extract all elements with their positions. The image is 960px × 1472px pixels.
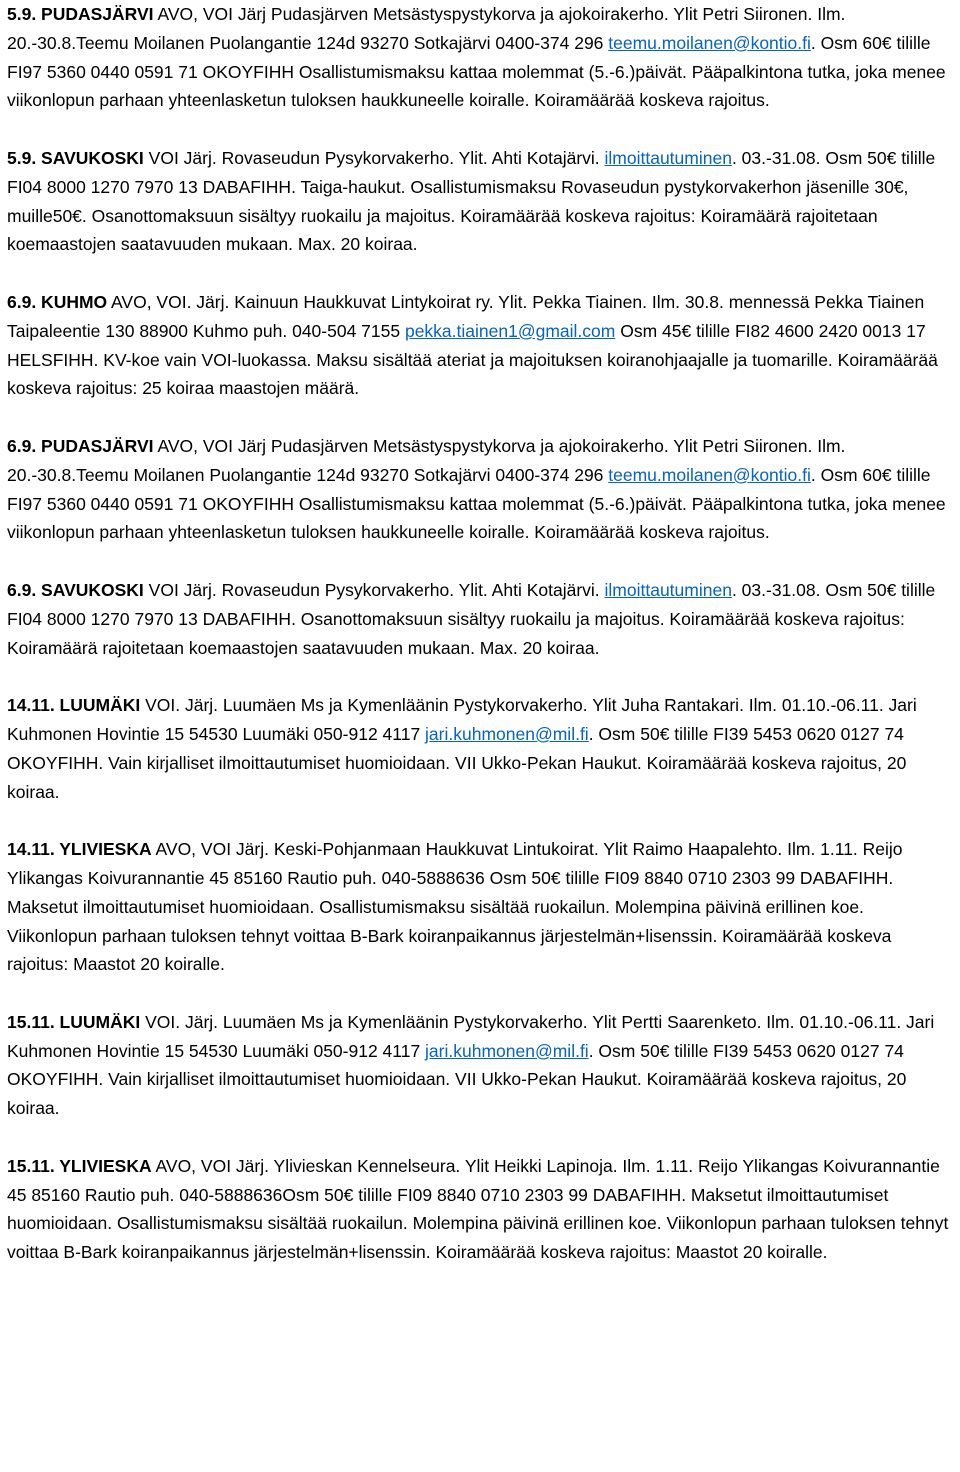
entry-text: VOI. Järj. Luumäen Ms ja Kymenläänin Pystykorvakerho. Ylit Pertti Saarenketo. Ilm. 01.10.-06.11. Jari Kuhmonen Hovintie 15 54530 Luumäki 050-912 4117 — [7, 1011, 935, 1061]
entry-heading: 5.9. PUDASJÄRVI — [7, 4, 154, 24]
entry-text: AVO, VOI Järj Pudasjärven Metsästyspystykorva ja ajokoirakerho. Ylit Petri Siironen. Ilm. 20.-30.8.Teemu Moilanen Puolangantie 124d 93270 Sotkajärvi 0400-374 296 — [7, 4, 846, 53]
entry-text: . Osm 60€ tilille FI97 5360 0440 0591 71 OKOYFIHH Osallistumismaksu kattaa molemmat (5.-6.)päivät. Pääpalkintona tutka, joka menee viikonlopun parhaan yhteenlasketun tuloksen haukkuneelle koiralle. Koiramäärää koskeva rajoitus. — [7, 32, 946, 111]
entry-heading: 14.11. LUUMÄKI — [7, 695, 141, 716]
entry-text: . Osm 50€ tilille FI39 5453 0620 0127 74 OKOYFIHH. Vain kirjalliset ilmoittautumiset huomioidaan. VII Ukko-Pekan Haukut. Koiramäärää koskeva rajoitus, 20 koiraa. — [7, 723, 907, 802]
event-entry — [7, 288, 954, 403]
event-entry — [7, 576, 954, 662]
entry-text: . 03.-31.08. Osm 50€ tilille FI04 8000 1270 7970 13 DABAFIHH. Osanottomaksuun sisältyy ruokailu ja majoitus. Koiramäärää koskeva rajoitus: Koiramäärä rajoitetaan koemaastojen saatavuuden mukaan. Max. 20 koiraa. — [7, 579, 936, 658]
entry-link[interactable]: teemu.moilanen@kontio.fi — [608, 464, 811, 485]
event-entry — [7, 144, 954, 259]
entry-text: . 03.-31.08. Osm 50€ tilille FI04 8000 1270 7970 13 DABAFIHH. Taiga-haukut. Osallistumismaksu Rovaseudun pystykorvakerhon jäsenille 30€, muille50€. Osanottomaksuun sisältyy ruokailu ja majoitus. Koiramäärää koskeva rajoitus: Koiramäärä rajoitetaan koemaastojen saatavuuden mukaan. Max. 20 koiraa. — [7, 147, 936, 255]
entry-text: AVO, VOI Järj. Keski-Pohjanmaan Haukkuvat Lintukoirat. Ylit Raimo Haapalehto. Ilm. 1.11. Reijo Ylikangas Koivurannantie 45 85160 Rautio puh. 040-5888636 Osm 50€ tilille FI09 8840 0710 2303 99 DABAFIHH. Maksetut ilmoittautumiset huomioidaan. Osallistumismaksu sisältää ruokailun. Molempina päivinä erillinen koe. Viikonlopun parhaan tuloksen tehnyt voittaa B-Bark koiranpaikannus järjestelmän+lisenssin. Koiramäärää koskeva rajoitus: Maastot 20 koiralle. — [7, 839, 903, 975]
entry-heading: 6.9. PUDASJÄRVI — [7, 435, 154, 456]
entry-text: VOI Järj. Rovaseudun Pysykorvakerho. Ylit. Ahti Kotajärvi. — [143, 147, 605, 168]
entry-link[interactable]: ilmoittautuminen — [604, 579, 732, 600]
entry-link[interactable]: jari.kuhmonen@mil.fi — [425, 1040, 589, 1061]
entry-text: AVO, VOI Järj. Ylivieskan Kennelseura. Ylit Heikki Lapinoja. Ilm. 1.11. Reijo Ylikangas Koivurannantie 45 85160 Rautio puh. 040-5888636Osm 50€ tilille FI09 8840 0710 2303 99 DABAFIHH. Maksetut ilmoittautumiset huomioidaan. Osallistumismaksu sisältää ruokailun. Molempina päivinä erillinen koe. Viikonlopun parhaan tuloksen tehnyt voittaa B-Bark koiranpaikannus järjestelmän+lisenssin. Koiramäärää koskeva rajoitus: Maastot 20 koiralle. — [7, 1155, 949, 1263]
entry-heading: 15.11. LUUMÄKI — [7, 1011, 141, 1032]
entry-text: AVO, VOI Järj Pudasjärven Metsästyspystykorva ja ajokoirakerho. Ylit Petri Siironen. Ilm. 20.-30.8.Teemu Moilanen Puolangantie 124d 93270 Sotkajärvi 0400-374 296 — [7, 435, 846, 485]
event-entry — [7, 691, 954, 806]
entry-heading: 14.11. YLIVIESKA — [7, 839, 152, 860]
entry-heading: 6.9. KUHMO — [7, 291, 108, 312]
entry-text: . Osm 50€ tilille FI39 5453 0620 0127 74 OKOYFIHH. Vain kirjalliset ilmoittautumiset huomioidaan. VII Ukko-Pekan Haukut. Koiramäärää koskeva rajoitus, 20 koiraa. — [7, 1040, 907, 1119]
event-entry — [7, 1008, 954, 1123]
entry-heading: 6.9. SAVUKOSKI — [7, 579, 144, 600]
entry-heading: 15.11. YLIVIESKA — [7, 1155, 152, 1176]
entry-link[interactable]: ilmoittautuminen — [604, 147, 732, 168]
entry-text: Osm 45€ tilille FI82 4600 2420 0013 17 HELSFIHH. KV-koe vain VOI-luokassa. Maksu sisältää ateriat ja majoituksen koiranohjaajalle ja tuomarille. Koiramäärää koskeva rajoitus: 25 koiraa maastojen määrä. — [7, 320, 938, 399]
entry-link[interactable]: pekka.tiainen1@gmail.com — [404, 320, 616, 341]
event-entry — [7, 0, 954, 115]
event-entry — [7, 1152, 954, 1267]
event-entry — [7, 835, 954, 979]
entry-text: VOI. Järj. Luumäen Ms ja Kymenläänin Pystykorvakerho. Ylit Juha Rantakari. Ilm. 01.10.-06.11. Jari Kuhmonen Hovintie 15 54530 Luumäki 050-912 4117 — [7, 695, 917, 744]
entry-link[interactable]: teemu.moilanen@kontio.fi — [608, 32, 811, 53]
event-entry — [7, 432, 954, 547]
entry-text: AVO, VOI. Järj. Kainuun Haukkuvat Lintykoirat ry. Ylit. Pekka Tiainen. Ilm. 30.8. mennessä Pekka Tiainen Taipaleentie 130 88900 Kuhmo puh. 040-504 7155 — [7, 291, 925, 341]
entry-heading: 5.9. SAVUKOSKI — [7, 147, 144, 168]
entry-link[interactable]: jari.kuhmonen@mil.fi — [425, 723, 589, 744]
entry-text: . Osm 60€ tilille FI97 5360 0440 0591 71 OKOYFIHH Osallistumismaksu kattaa molemmat (5.-6.)päivät. Pääpalkintona tutka, joka menee viikonlopun parhaan yhteenlasketun tuloksen haukkuneelle koiralle. Koiramäärää koskeva rajoitus. — [7, 464, 946, 543]
entry-text: VOI Järj. Rovaseudun Pysykorvakerho. Ylit. Ahti Kotajärvi. — [143, 579, 605, 600]
